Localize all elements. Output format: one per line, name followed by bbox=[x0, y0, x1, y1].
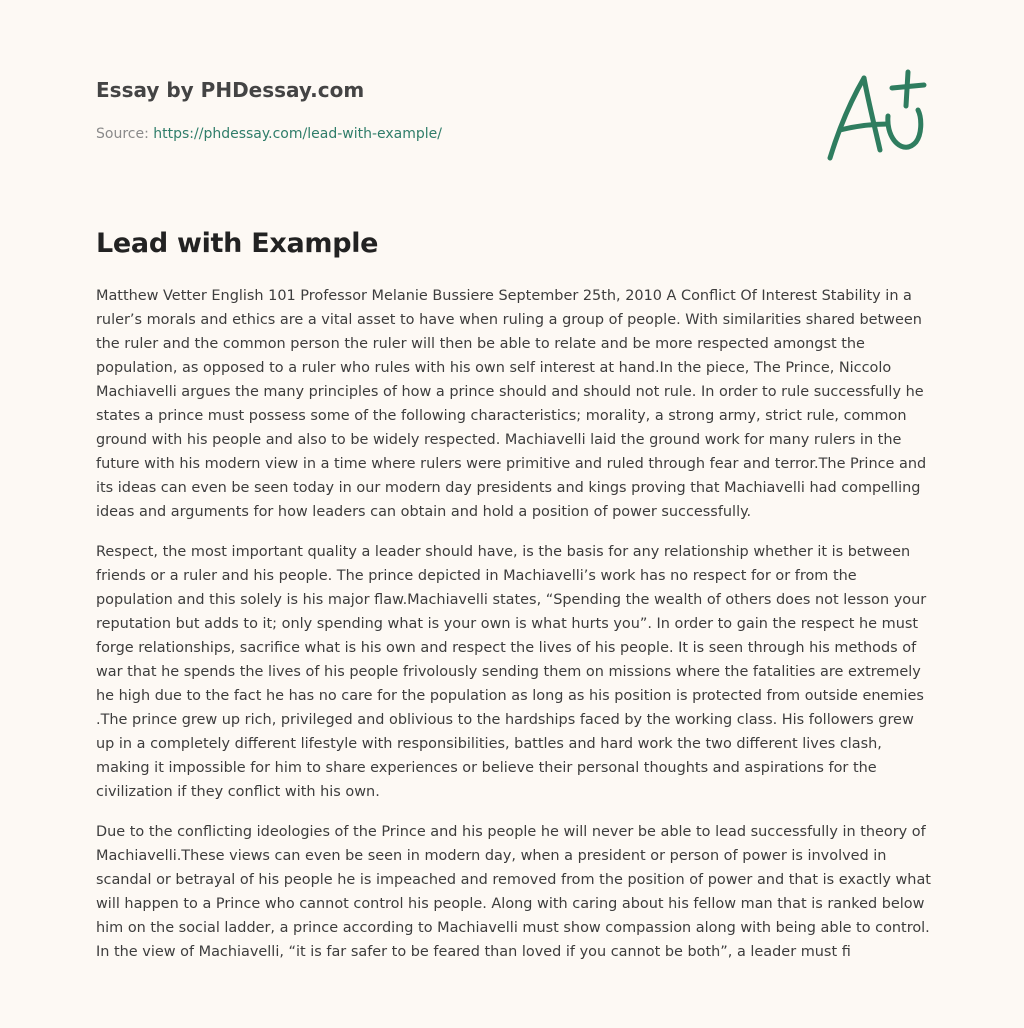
source-label: Source: bbox=[96, 126, 154, 142]
source-line bbox=[96, 124, 696, 144]
essay-body bbox=[96, 284, 932, 980]
essay-title: Lead with Example bbox=[96, 228, 379, 259]
source-link[interactable]: https://phdessay.com/lead-with-example/ bbox=[153, 126, 442, 142]
essay-paragraph: Due to the conflicting ideologies of the Prince and his people he will never be able to lead successfully in theory of Machiavelli.These views can even be seen in modern day, when a president or person of power is involved in scandal or betrayal of his people he is impeached and removed from the position of power and that is exactly what will happen to a Prince who cannot control his people. Along with caring about his fellow man that is ranked below him on the social ladder, a prince according to Machiavelli must show compassion along with being able to control. In the view of Machiavelli, “it is far safer to be feared than loved if you cannot be both”, a leader must fi bbox=[96, 824, 931, 960]
page-header bbox=[96, 74, 696, 144]
essay-paragraph: Matthew Vetter English 101 Professor Melanie Bussiere September 25th, 2010 A Conflict Of Interest Stability in a ruler’s morals and ethics are a vital asset to have when ruling a group of people. With similarities shared between the ruler and the common person the ruler will then be able to relate and be more respected amongst the population, as opposed to a ruler who rules with his own self interest at hand.In the piece, The Prince, Niccolo Machiavelli argues the many principles of how a prince should and should not rule. In order to rule successfully he states a prince must possess some of the following characteristics; morality, a strong army, strict rule, common ground with his people and also to be widely respected. Machiavelli laid the ground work for many rulers in the future with his modern view in a time where rulers were primitive and ruled through fear and terror.The Prince and its ideas can even be seen today in our modern day presidents and kings proving that Machiavelli had compelling ideas and arguments for how leaders can obtain and hold a position of power successfully. bbox=[96, 288, 927, 520]
essay-paragraph: Respect, the most important quality a leader should have, is the basis for any relationship whether it is between friends or a ruler and his people. The prince depicted in Machiavelli’s work has no respect for or from the population and this solely is his major flaw.Machiavelli states, “Spending the wealth of others does not lesson your reputation but adds to it; only spending what is your own is what hurts you”. In order to gain the respect he must forge relationships, sacrifice what is his own and respect the lives of his people. It is seen through his methods of war that he spends the lives of his people frivolously sending them on missions where the fatalities are extremely he high due to the fact he has no care for the population as long as his position is protected from outside enemies .The prince grew up rich, privileged and oblivious to the hardships faced by the working class. His followers grew up in a completely different lifestyle with responsibilities, battles and hard work the two different lives clash, making it impossible for him to share experiences or believe their personal thoughts and aspirations for the civilization if they conflict with his own. bbox=[96, 544, 927, 800]
a-plus-grade-icon bbox=[822, 66, 928, 164]
site-title: Essay by PHDessay.com bbox=[96, 78, 365, 102]
